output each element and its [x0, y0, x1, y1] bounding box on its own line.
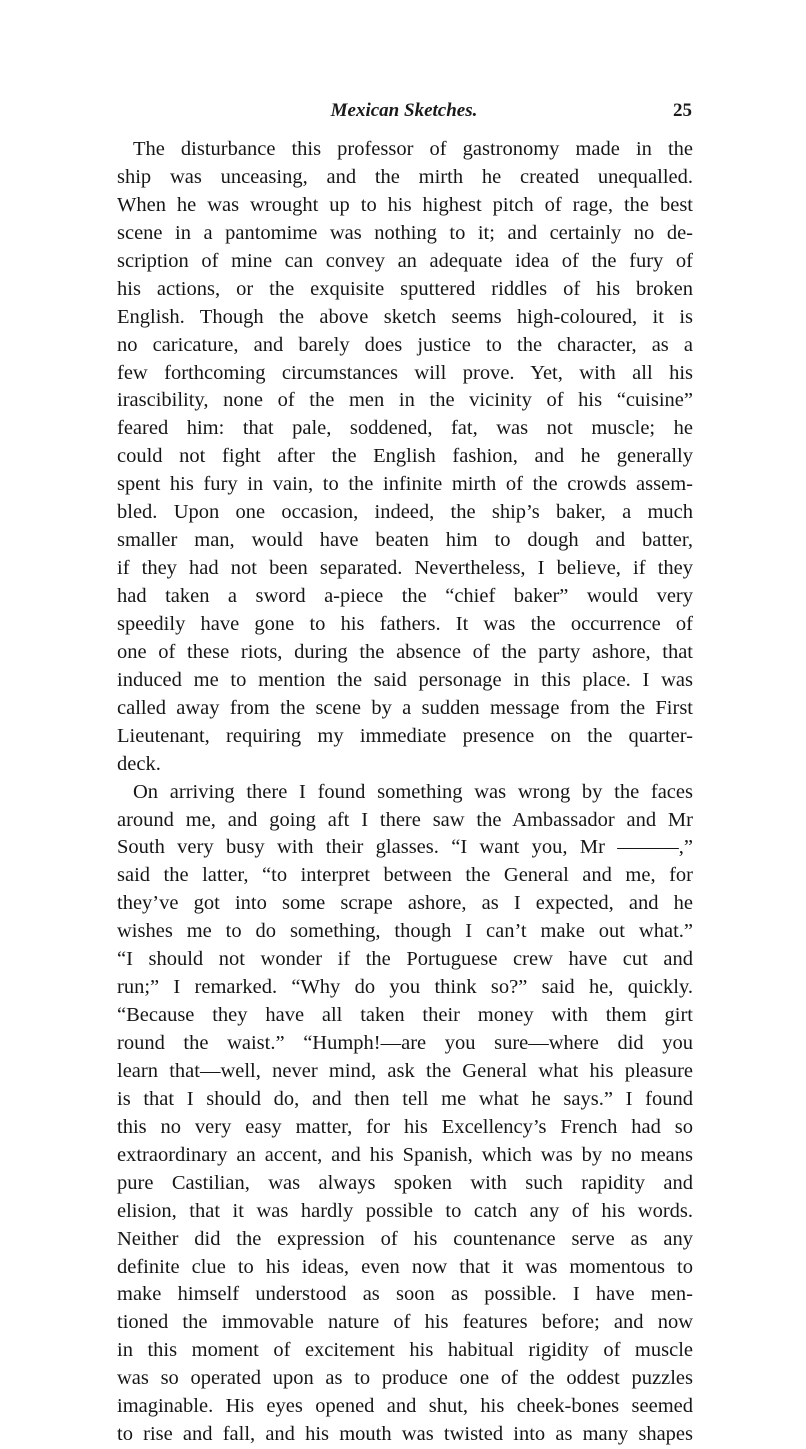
text-line: one of these riots, during the absence of the party ashore, that: [117, 640, 693, 663]
paragraph-1: [117, 136, 693, 779]
text-line: no caricature, and barely does justice to the character, as a: [117, 333, 693, 356]
text-line: irascibility, none of the men in the vicinity of his “cuisine”: [117, 389, 693, 412]
text-line: his actions, or the exquisite sputtered riddles of his broken: [117, 277, 693, 300]
text-line: few forthcoming circumstances will prove. Yet, with all his: [117, 361, 693, 384]
text-line: On arriving there I found something was wrong by the faces: [133, 780, 693, 803]
text-line: was so operated upon as to produce one of the oddest puzzles: [117, 1367, 693, 1390]
text-line: definite clue to his ideas, even now that it was momentous to: [117, 1255, 693, 1278]
text-line: had taken a sword a-piece the “chief baker” would very: [117, 585, 693, 607]
text-line: When he was wrought up to his highest pitch of rage, the best: [117, 193, 693, 216]
text-line: speedily have gone to his fathers. It was the occurrence of: [117, 612, 693, 635]
text-line: “I should not wonder if the Portuguese crew have cut and: [117, 948, 693, 971]
text-line: could not fight after the English fashion, and he generally: [117, 445, 693, 468]
text-line: run;” I remarked. “Why do you think so?” said he, quickly.: [117, 976, 693, 999]
text-line: deck.: [117, 752, 161, 775]
text-line: wishes me to do something, though I can’t make out what.”: [117, 920, 693, 943]
running-head: [116, 100, 692, 128]
text-line: scription of mine can convey an adequate idea of the fury of: [117, 249, 693, 272]
text-line: ship was unceasing, and the mirth he created unequalled.: [117, 165, 693, 188]
text-line: The disturbance this professor of gastronomy made in the: [133, 138, 693, 160]
text-line: feared him: that pale, soddened, fat, was not muscle; he: [117, 417, 693, 440]
text-line: extraordinary an accent, and his Spanish, which was by no means: [117, 1143, 693, 1166]
text-line: round the waist.” “Humph!—are you sure—where did you: [117, 1032, 693, 1054]
text-line: elision, that it was hardly possible to catch any of his words.: [117, 1199, 693, 1222]
text-line: around me, and going aft I there saw the Ambassador and Mr: [117, 808, 693, 831]
text-line: imaginable. His eyes opened and shut, his cheek-bones seemed: [117, 1395, 693, 1418]
text-line: is that I should do, and then tell me what he says.” I found: [117, 1087, 693, 1110]
text-line: “Because they have all taken their money with them girt: [117, 1004, 693, 1027]
text-line: they’ve got into some scrape ashore, as I expected, and he: [117, 892, 693, 915]
text-line: if they had not been separated. Nevertheless, I believe, if they: [117, 557, 693, 580]
text-line: pure Castilian, was always spoken with such rapidity and: [117, 1171, 693, 1194]
page-number: 25: [673, 100, 692, 121]
text-line: tioned the immovable nature of his features before; and now: [117, 1311, 693, 1334]
text-line: Neither did the expression of his countenance serve as any: [117, 1227, 693, 1250]
text-line: said the latter, “to interpret between the General and me, for: [117, 864, 693, 887]
text-line: in this moment of excitement his habitual rigidity of muscle: [117, 1339, 693, 1362]
text-line: Lieutenant, requiring my immediate presence on the quarter-: [117, 724, 693, 747]
text-line: this no very easy matter, for his Excellency’s French had so: [117, 1115, 693, 1138]
text-line: make himself understood as soon as possible. I have men-: [117, 1283, 693, 1306]
body-text: [117, 136, 693, 1449]
text-line: to rise and fall, and his mouth was twisted into as many shapes: [117, 1423, 693, 1446]
text-line: induced me to mention the said personage in this place. I was: [117, 668, 693, 691]
text-line: English. Though the above sketch seems high-coloured, it is: [117, 305, 693, 328]
running-title: Mexican Sketches.: [330, 100, 478, 121]
text-line: called away from the scene by a sudden message from the First: [117, 696, 693, 719]
text-line: bled. Upon one occasion, indeed, the ship’s baker, a much: [117, 501, 693, 524]
text-line: learn that—well, never mind, ask the General what his pleasure: [117, 1059, 693, 1082]
text-line: scene in a pantomime was nothing to it; and certainly no de-: [117, 221, 693, 244]
text-line: South very busy with their glasses. “I want you, Mr ———,”: [117, 836, 693, 859]
text-line: smaller man, would have beaten him to dough and batter,: [117, 529, 693, 552]
text-line: spent his fury in vain, to the infinite mirth of the crowds assem-: [117, 473, 693, 496]
paragraph-2: [117, 779, 693, 1449]
